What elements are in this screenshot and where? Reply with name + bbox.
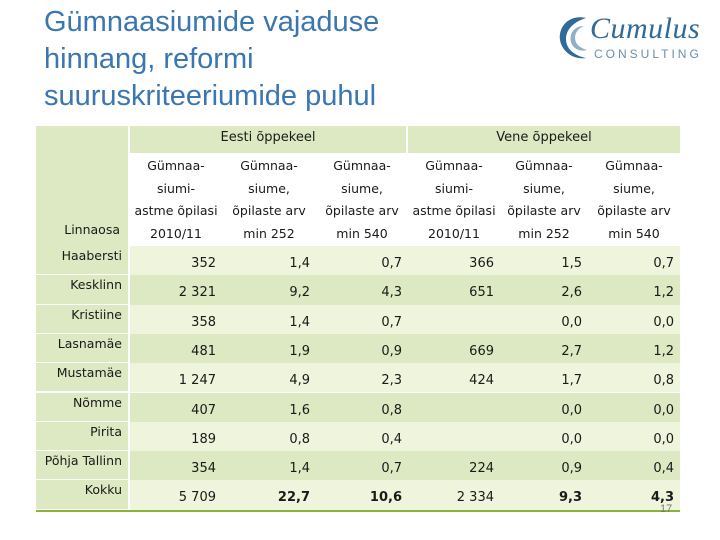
table-cell: 22,7 <box>277 490 310 506</box>
table-cell: 0,9 <box>381 343 402 359</box>
column-header-line: Gümnaa- <box>605 158 663 173</box>
table-cell: 0,0 <box>561 402 582 418</box>
table-cell: 4,9 <box>289 373 310 389</box>
column-header <box>216 155 322 246</box>
logo-wordmark: Cumulus <box>590 12 701 45</box>
corner-label: Linnaosa <box>64 222 120 237</box>
column-header-line: siumi- <box>156 180 196 196</box>
table-cell: 354 <box>191 461 216 477</box>
table-cell: 2 321 <box>178 285 216 301</box>
column-header-line: siumi- <box>434 180 474 196</box>
table-cell: 0,0 <box>653 314 674 330</box>
table-cell: 0,4 <box>381 431 402 447</box>
column-header-line: Gümnaa- <box>240 158 298 173</box>
slide-title: Gümnaasiumide vajaduse hinnang, reformi suuruskriteeriumide puhul <box>44 6 380 112</box>
table-cell: 0,9 <box>561 461 582 477</box>
table-cell: 366 <box>469 256 494 271</box>
table-cell <box>408 422 500 451</box>
table-cell: 0,8 <box>289 431 310 447</box>
column-header-line: min 540 <box>608 225 660 241</box>
table-cell: 9,3 <box>558 490 582 506</box>
table-cell: 1,5 <box>561 256 582 271</box>
table-cell: 0,8 <box>653 373 674 389</box>
column-header-line: siume, <box>248 180 290 196</box>
row-label: Haabersti <box>36 246 128 275</box>
table-cell: 352 <box>191 256 216 271</box>
column-header-line: Gümnaa- <box>425 158 483 173</box>
column-header-line: õpilaste arv <box>507 203 581 218</box>
table-cell: 358 <box>191 314 216 330</box>
group-header-estonian: Eesti õppekeel <box>130 126 408 153</box>
data-table <box>36 126 686 510</box>
column-header-line: siume, <box>523 180 565 196</box>
column-header-line: Gümnaa- <box>333 158 391 173</box>
logo-subtitle: CONSULTING <box>594 47 702 61</box>
column-header-line: õpilaste arv <box>325 203 399 218</box>
table-cell: 1,4 <box>289 461 310 477</box>
table-bottom-rule <box>36 510 680 512</box>
table-cell: 424 <box>469 373 494 389</box>
row-label: Pirita <box>36 422 128 451</box>
table-cell: 669 <box>469 343 494 359</box>
table-cell: 0,8 <box>381 402 402 418</box>
table-cell: 9,2 <box>289 285 310 301</box>
column-header-line: astme õpilasi <box>412 203 496 218</box>
table-cell: 407 <box>191 402 216 418</box>
table-cell: 1 247 <box>178 373 216 389</box>
swirl-logo-icon <box>556 12 592 62</box>
table-cell: 1,7 <box>561 373 582 389</box>
column-header-line: min 540 <box>336 225 388 241</box>
row-label: Mustamäe <box>36 363 128 392</box>
table-cell: 4,3 <box>650 490 674 506</box>
table-cell <box>408 393 500 422</box>
column-header <box>124 155 228 246</box>
table-cell: 0,7 <box>381 314 402 330</box>
row-label: Kristiine <box>36 305 128 334</box>
column-header-line: Gümnaa- <box>147 158 205 173</box>
group-header-russian: Vene õppekeel <box>408 126 680 153</box>
table-cell: 2,7 <box>561 343 582 359</box>
table-cell: 481 <box>191 343 216 359</box>
table-cell: 189 <box>191 431 216 447</box>
table-cell: 0,4 <box>653 461 674 477</box>
column-header <box>582 155 686 246</box>
column-header-line: min 252 <box>518 225 570 241</box>
table-cell: 0,7 <box>381 256 402 271</box>
table-cell: 1,6 <box>289 402 310 418</box>
table-cell: 2,6 <box>561 285 582 301</box>
table-cell: 0,0 <box>653 402 674 418</box>
row-label: Kokku <box>36 480 128 509</box>
table-cell: 2,3 <box>381 373 402 389</box>
table-cell: 1,2 <box>653 285 674 301</box>
column-header-line: astme õpilasi <box>134 203 218 218</box>
column-header-line: õpilaste arv <box>597 203 671 218</box>
table-cell: 224 <box>469 461 494 477</box>
row-label: Nõmme <box>36 393 128 422</box>
column-header-line: siume, <box>613 180 655 196</box>
column-header <box>310 155 414 246</box>
company-logo <box>556 10 706 64</box>
table-cell: 1,2 <box>653 343 674 359</box>
table-cell: 10,6 <box>369 490 402 506</box>
table-cell: 1,4 <box>289 314 310 330</box>
table-cell: 4,3 <box>381 285 402 301</box>
table-cell: 1,9 <box>289 343 310 359</box>
column-header <box>494 155 594 246</box>
column-header <box>402 155 506 246</box>
row-label: Põhja Tallinn <box>36 451 128 480</box>
column-header-line: min 252 <box>243 225 295 241</box>
table-cell: 0,0 <box>561 431 582 447</box>
column-header-line: 2010/11 <box>150 225 202 241</box>
table-cell: 0,7 <box>653 256 674 271</box>
table-cell: 2 334 <box>456 490 494 506</box>
table-cell: 5 709 <box>178 490 216 506</box>
column-header-line: õpilaste arv <box>232 203 306 218</box>
column-header-line: siume, <box>341 180 383 196</box>
column-header-line: 2010/11 <box>428 225 480 241</box>
table-cell: 0,7 <box>381 461 402 477</box>
column-header-line: Gümnaa- <box>515 158 573 173</box>
table-cell <box>408 305 500 334</box>
table-cell: 0,0 <box>653 431 674 447</box>
row-label: Kesklinn <box>36 275 128 304</box>
table-cell: 0,0 <box>561 314 582 330</box>
row-label: Lasnamäe <box>36 334 128 363</box>
table-cell: 1,4 <box>289 256 310 271</box>
page-number: 17 <box>660 503 673 515</box>
table-cell: 651 <box>469 285 494 301</box>
